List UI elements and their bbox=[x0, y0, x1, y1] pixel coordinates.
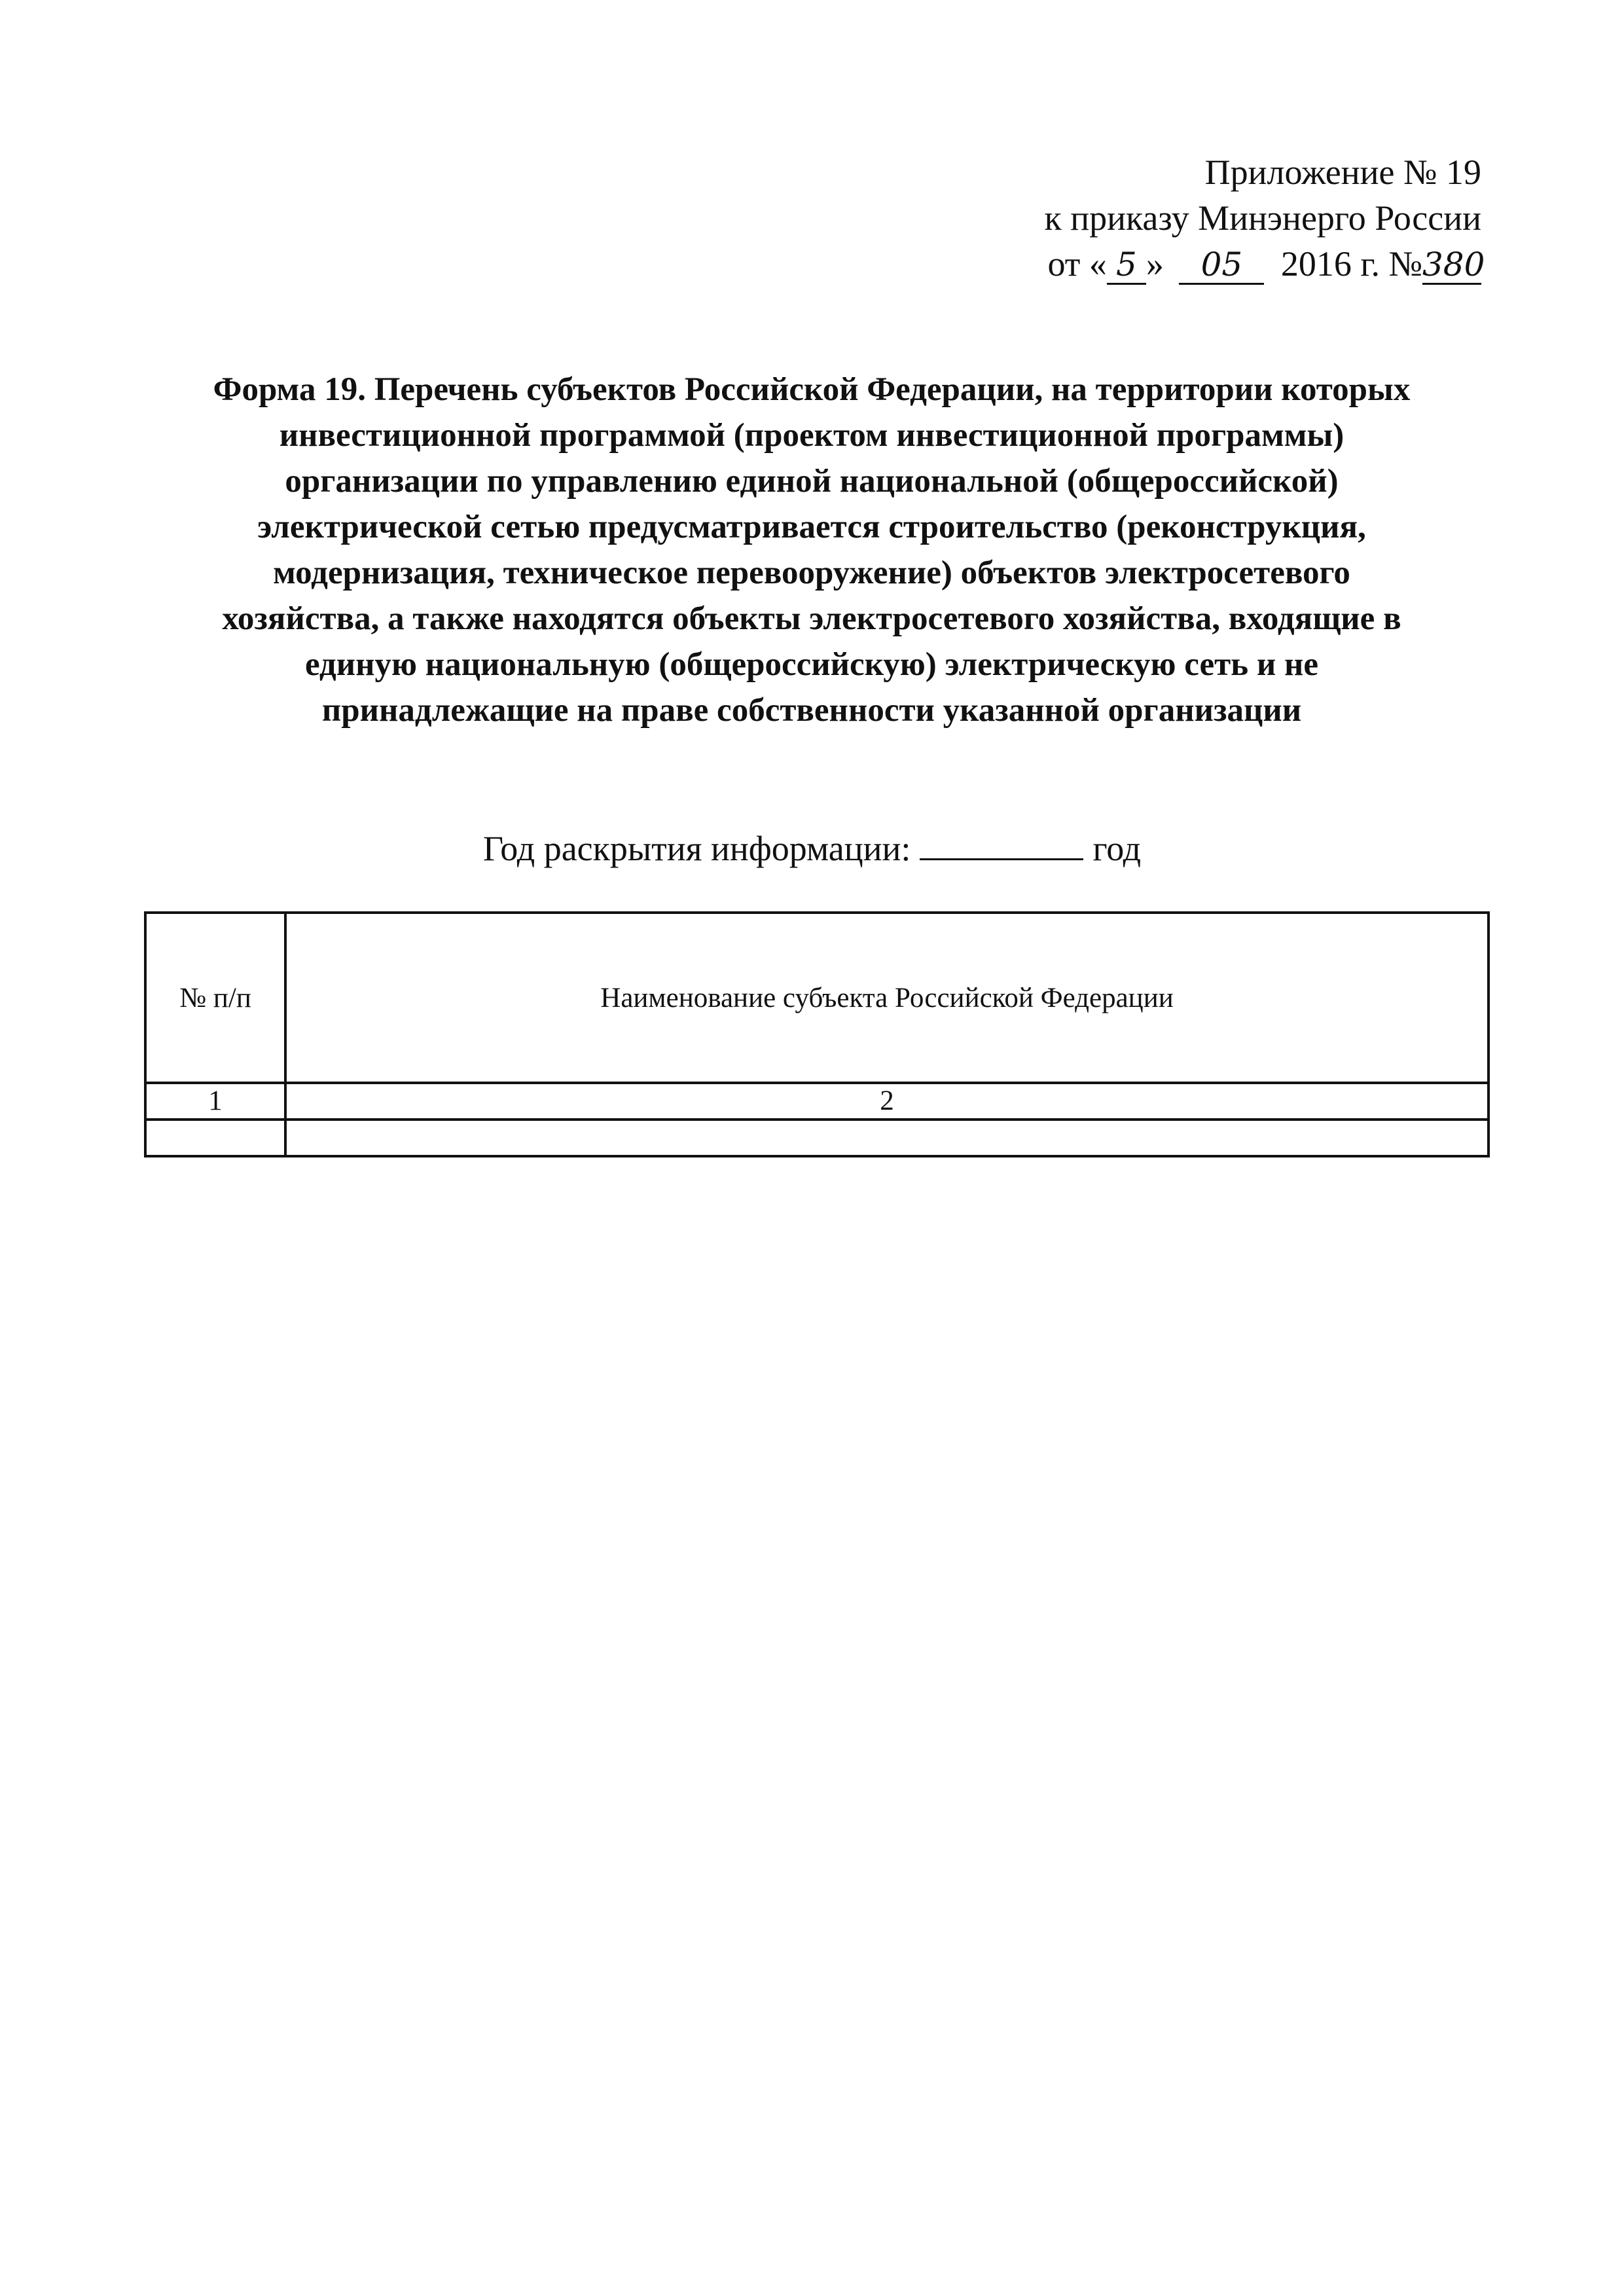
date-quote-close: » bbox=[1146, 244, 1164, 283]
column-index-cell: 2 bbox=[285, 1083, 1489, 1120]
title-line: принадлежащие на праве собственности указанной организации bbox=[321, 692, 1302, 729]
disclosure-year-field[interactable] bbox=[920, 822, 1083, 860]
order-day: 5 bbox=[1107, 246, 1146, 285]
date-prefix: от « bbox=[1047, 244, 1107, 283]
order-month: 05 bbox=[1179, 246, 1264, 285]
table-row bbox=[145, 1120, 1489, 1156]
order-reference: к приказу Минэнерго России bbox=[1044, 198, 1481, 238]
order-number: 380 bbox=[1422, 246, 1485, 283]
table-header-row bbox=[145, 913, 1489, 1083]
title-line: модернизация, техническое перевооружение) объектов электросетевого bbox=[273, 555, 1350, 591]
title-line: электрической сетью предусматривается строительство (реконструкция, bbox=[257, 509, 1366, 545]
column-index-cell: 1 bbox=[145, 1083, 285, 1120]
order-date-line bbox=[1044, 241, 1485, 287]
title-line: Форма 19. Перечень субъектов Российской Федерации, на территории которых bbox=[213, 371, 1411, 408]
disclosure-year-line bbox=[0, 822, 1624, 871]
document-header bbox=[1044, 149, 1485, 287]
disclosure-year-suffix: год bbox=[1092, 829, 1142, 868]
order-year-number-label: 2016 г. № bbox=[1280, 244, 1422, 283]
column-index-row bbox=[145, 1083, 1489, 1120]
header-subject-name-cell: Наименование субъекта Российской Федерации bbox=[285, 913, 1489, 1083]
title-line: единую национальную (общероссийскую) электрическую сеть и не bbox=[304, 646, 1319, 683]
subject-name-cell[interactable] bbox=[285, 1120, 1489, 1156]
appendix-number: Приложение № 19 bbox=[1204, 153, 1481, 192]
header-number-cell: № п/п bbox=[145, 913, 285, 1083]
title-line: хозяйства, а также находятся объекты электросетевого хозяйства, входящие в bbox=[222, 600, 1401, 637]
number-cell[interactable] bbox=[145, 1120, 285, 1156]
disclosure-year-label: Год раскрытия информации: bbox=[482, 829, 911, 868]
form-title bbox=[124, 367, 1499, 733]
title-line: инвестиционной программой (проектом инвестиционной программы) bbox=[279, 417, 1344, 454]
subjects-table bbox=[144, 911, 1490, 1157]
title-line: организации по управлению единой национальной (общероссийской) bbox=[285, 463, 1339, 500]
